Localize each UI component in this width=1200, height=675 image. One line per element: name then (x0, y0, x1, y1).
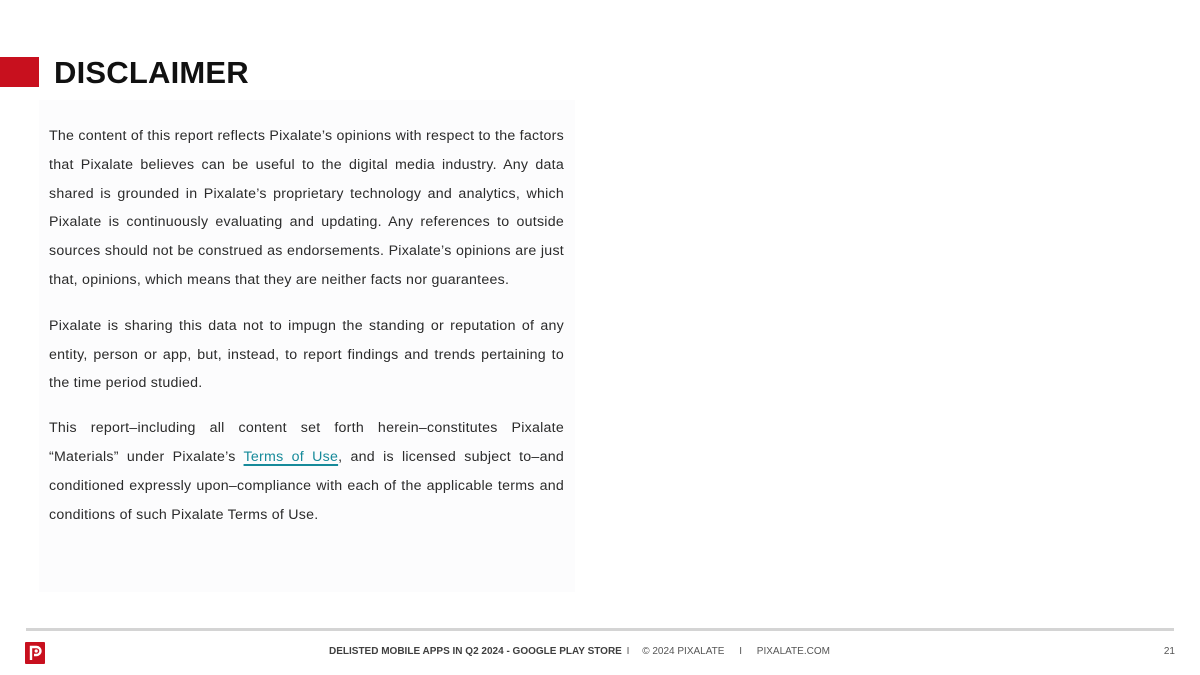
disclaimer-paragraph-2: Pixalate is sharing this data not to impugn the standing or reputation of any entity, person or app, but, instead, to report findings and trends pertaining to the time period studied. (49, 317, 564, 392)
page-title: DISCLAIMER (54, 55, 249, 90)
footer-divider (26, 628, 1174, 631)
footer-report-title: DELISTED MOBILE APPS IN Q2 2024 - GOOGLE PLAY STORE (329, 646, 622, 657)
page-number: 21 (1163, 646, 1175, 657)
pixalate-logo-icon (25, 642, 45, 664)
title-accent-bar (0, 57, 39, 87)
footer-website-link[interactable]: PIXALATE.COM (756, 646, 830, 657)
footer-separator: I (626, 646, 630, 657)
terms-of-use-link[interactable]: Terms of Use (243, 448, 339, 465)
disclaimer-paragraph-1: The content of this report reflects Pixalate’s opinions with respect to the factors that Pixalate believes can be useful to the digital media industry. Any data shared is grounded in Pixalate’s proprietary technology and analytics, which Pixalate is continuously evaluating and updating. Any references to outside sources should not be construed as endorsements. Pixalate’s opinions are just that, opinions, which means that they are neither facts nor guarantees. (49, 128, 564, 288)
footer-copyright: © 2024 PIXALATE (642, 646, 725, 657)
footer-info (329, 645, 830, 659)
disclaimer-body (49, 122, 564, 545)
disclaimer-paragraph-3 (49, 414, 564, 529)
paragraph-3-text-before: This report–including all content set forth herein–constitutes Pixalate “Materials” under Pixalate’s (49, 420, 564, 465)
paragraph-3-text-after: , and is licensed subject to–and conditioned expressly upon–compliance with each of the applicable terms and conditions of such Pixalate Terms of Use. (49, 448, 564, 523)
footer-separator: I (739, 646, 742, 657)
